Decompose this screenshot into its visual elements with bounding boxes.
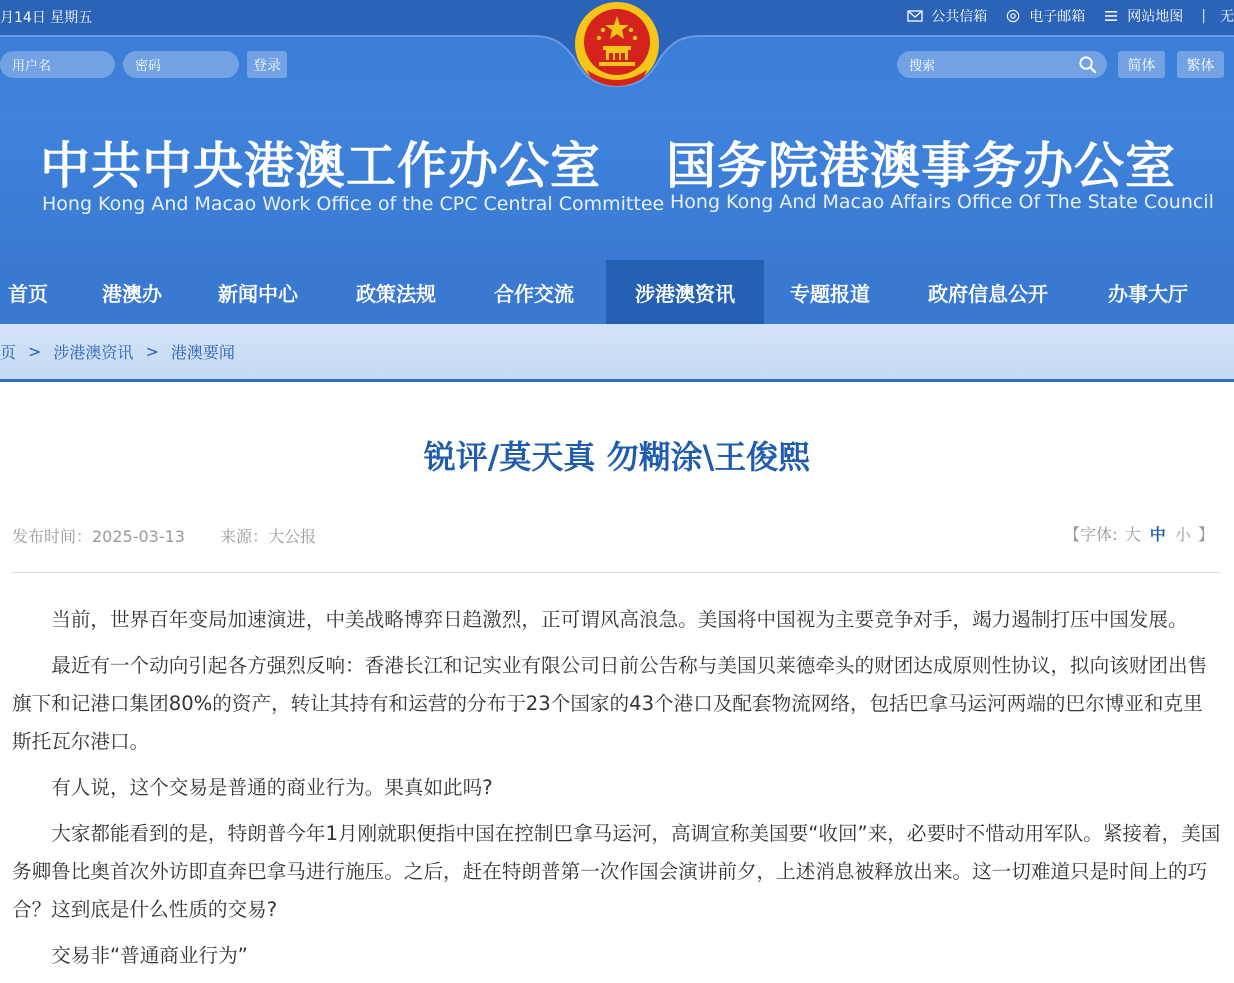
- breadcrumb-hkmo-info[interactable]: 涉港澳资讯: [53, 343, 134, 362]
- font-size-small[interactable]: 小: [1174, 525, 1191, 544]
- top-link-label: 网站地图: [1127, 9, 1184, 25]
- font-size-open: 【字体:: [1064, 525, 1118, 544]
- article-meta: [12, 524, 316, 547]
- mail-icon: [907, 9, 923, 23]
- article-paragraph: 最近有一个动向引起各方强烈反响：香港长江和记实业有限公司日前公告称与美国贝莱德牵头的财团达成原则性协议，拟向该财团出售旗下和记港口集团80%的资产，转让其持有和运营的分布于23个国家的43个港口及配套物流网络，包括巴拿马运河两端的巴尔博亚和克里斯托瓦尔港口。: [12, 654, 1208, 753]
- top-link-email[interactable]: [1005, 6, 1085, 26]
- article-source: 来源：大公报: [220, 527, 317, 546]
- nav-item-cooperation[interactable]: 合作交流: [494, 281, 574, 306]
- nav-item-special-reports[interactable]: 专题报道: [790, 281, 870, 306]
- nav-item-hkmo-info[interactable]: 涉港澳资讯: [606, 260, 764, 324]
- menu-icon: [1103, 9, 1119, 23]
- nav-item-policy[interactable]: 政策法规: [356, 281, 436, 306]
- divider: [12, 572, 1220, 573]
- top-link-label: 电子邮箱: [1029, 9, 1086, 25]
- password-input[interactable]: 密码: [123, 51, 239, 78]
- search-placeholder: 搜索: [909, 59, 936, 74]
- site-title-right: 国务院港澳事务办公室: [666, 137, 1176, 195]
- breadcrumb-home[interactable]: 页: [0, 343, 17, 362]
- site-title-right-english: Hong Kong And Macao Affairs Office Of The State Council: [670, 191, 1214, 213]
- current-date: 月14日 星期五: [0, 10, 93, 26]
- username-input[interactable]: 用户名: [0, 51, 115, 78]
- breadcrumb: [0, 324, 1234, 382]
- breadcrumb-separator: >: [28, 342, 42, 361]
- nav-item-hkmao[interactable]: 港澳办: [102, 281, 162, 306]
- site-title-left-english: Hong Kong And Macao Work Office of the CPC Central Committee: [42, 193, 665, 215]
- font-size-close: 】: [1197, 525, 1214, 544]
- font-size-medium[interactable]: 中: [1149, 525, 1166, 544]
- simplified-chinese-button[interactable]: 简体: [1118, 51, 1165, 78]
- site-title-left: 中共中央港澳工作办公室: [40, 137, 601, 195]
- article-paragraph: 当前，世界百年变局加速演进，中美战略博弈日趋激烈，正可谓风高浪急。美国将中国视为主要竞争对手，竭力遏制打压中国发展。: [51, 608, 1188, 631]
- national-emblem-icon: [573, 0, 661, 88]
- login-bar: [0, 51, 287, 78]
- top-link-public-mailbox[interactable]: [907, 6, 987, 26]
- top-links: [889, 6, 1234, 26]
- font-size-large[interactable]: 大: [1124, 525, 1141, 544]
- nav-item-service-hall[interactable]: 办事大厅: [1108, 281, 1188, 306]
- top-link-separator: |: [1201, 8, 1206, 24]
- breadcrumb-separator: >: [145, 342, 159, 361]
- nav-item-gov-info[interactable]: 政府信息公开: [928, 281, 1048, 306]
- at-icon: [1005, 9, 1021, 23]
- article-title: 锐评/莫天真 勿糊涂\王俊熙: [423, 438, 811, 476]
- top-link-accessibility[interactable]: 无: [1220, 9, 1234, 25]
- article-subheading: 交易非“普通商业行为”: [51, 944, 248, 967]
- article-paragraph: 有人说，这个交易是普通的商业行为。果真如此吗?: [51, 776, 493, 799]
- login-button[interactable]: 登录: [247, 51, 287, 78]
- search-input[interactable]: [897, 51, 1107, 78]
- main-nav: [0, 260, 1234, 324]
- top-link-sitemap[interactable]: [1103, 6, 1183, 26]
- article-paragraph: 大家都能看到的是，特朗普今年1月刚就职便指中国在控制巴拿马运河，高调宣称美国要“收回”来，必要时不惜动用军队。紧接着，美国务卿鲁比奥首次外访即直奔巴拿马进行施压。之后，赶在特朗普第一次作国会演讲前夕，上述消息被释放出来。这一切难道只是时间上的巧合？这到底是什么性质的交易?: [12, 822, 1221, 921]
- font-size-switcher: [1064, 522, 1214, 545]
- article-body: [12, 601, 1222, 983]
- traditional-chinese-button[interactable]: 繁体: [1177, 51, 1224, 78]
- top-link-label: 公共信箱: [931, 9, 988, 25]
- site-header: [0, 0, 1234, 260]
- nav-item-news[interactable]: 新闻中心: [218, 281, 298, 306]
- search-icon[interactable]: [1078, 55, 1097, 74]
- breadcrumb-current[interactable]: 港澳要闻: [170, 343, 235, 362]
- nav-item-home[interactable]: 首页: [8, 281, 48, 306]
- publish-date: 发布时间：2025-03-13: [12, 527, 185, 546]
